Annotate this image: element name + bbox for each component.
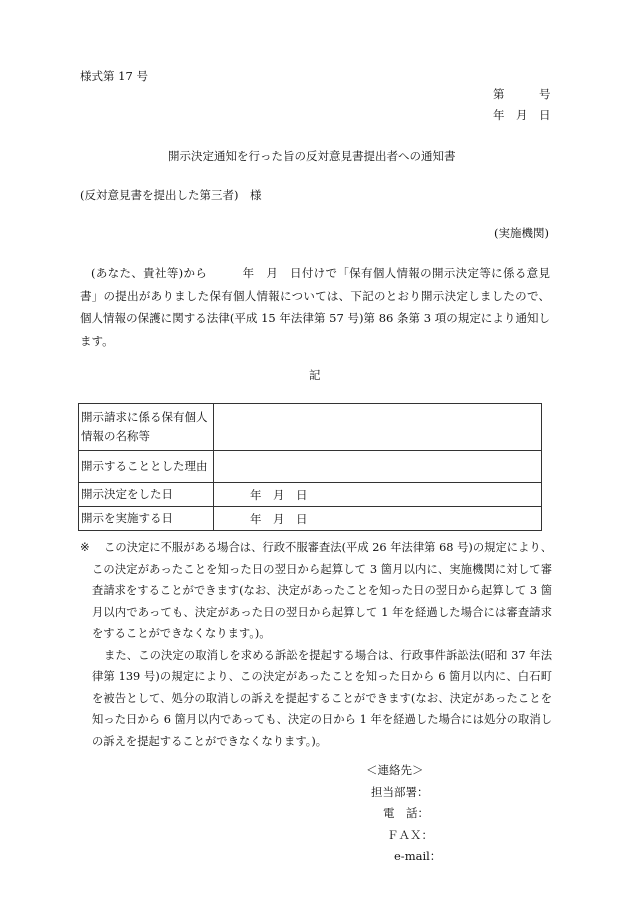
document-title: 開示決定通知を行った旨の反対意見書提出者への通知書 bbox=[168, 149, 456, 163]
table-label-cell: 開示請求に係る保有個人情報の名称等 bbox=[79, 404, 214, 451]
table-value-cell bbox=[214, 404, 542, 451]
addressee: (反対意見書を提出した第三者) 様 bbox=[80, 188, 262, 202]
notice-body-text: (あなた、貴社等)から 年 月 日付けで「保有個人情報の開示決定等に係る意見書」の提出がありました保有個人情報については、下記のとおり開示決定しましたので、個人情報の保護に関する法律(平成 15 年法律第 57 号)第 86 条第 3 項の規定により通知します。 bbox=[80, 266, 550, 348]
table-row bbox=[79, 507, 542, 531]
table-value-cell bbox=[214, 451, 542, 483]
table-value-cell: 年 月 日 bbox=[214, 483, 542, 507]
table-value-cell: 年 月 日 bbox=[214, 507, 542, 531]
info-table bbox=[78, 403, 542, 531]
notice-body bbox=[80, 262, 550, 352]
table-label-cell: 開示決定をした日 bbox=[79, 483, 214, 507]
note-paragraph-2: また、この決定の取消しを求める訴訟を提起する場合は、行政事件訴訟法(昭和 37 年法律第 139 号)の規定により、この決定があったことを知った日から 6 箇月以内に、白石町を被告として、処分の取消しの訴えを提起することができます(なお、決定があったことを知った日から 6 箇月以内であっても、決定の日から 1 年を経過した場合には処分の取消しの訴えを提起することができなくなります。)。 bbox=[92, 648, 552, 748]
document-date-field: 年 月 日 bbox=[493, 108, 551, 122]
issuing-agency: (実施機関) bbox=[494, 226, 549, 240]
appeal-note bbox=[80, 537, 552, 752]
note-mark: ※ bbox=[80, 541, 90, 554]
table-label-cell: 開示を実施する日 bbox=[79, 507, 214, 531]
table-row bbox=[79, 404, 542, 451]
table-label-cell: 開示することとした理由 bbox=[79, 451, 214, 483]
contact-fax: ＦＡＸ： bbox=[387, 827, 433, 842]
table-row bbox=[79, 483, 542, 507]
form-number: 様式第 17 号 bbox=[80, 69, 148, 83]
note-paragraph-1: この決定に不服がある場合は、行政不服審査法(平成 26 年法律第 68 号)の規定により、この決定があったことを知った日の翌日から起算して 3 箇月以内に、実施機関に対して審査請求をすることができます(なお、決定があったことを知った日の翌日から起算して 3 箇月以内であっても、決定があった日の翌日から起算して 1 年を経過した場合には審査請求をすることができなくなります。)。 bbox=[92, 541, 552, 640]
document-number-field: 第 号 bbox=[493, 87, 551, 101]
contact-email: e-mail： bbox=[394, 849, 442, 863]
contact-department: 担当部署： bbox=[371, 784, 429, 799]
contact-heading: ＜連絡先＞ bbox=[366, 763, 424, 777]
contact-phone: 電 話： bbox=[383, 806, 429, 820]
ki-heading: 記 bbox=[309, 368, 321, 382]
contact-block bbox=[366, 760, 441, 868]
table-row bbox=[79, 451, 542, 483]
